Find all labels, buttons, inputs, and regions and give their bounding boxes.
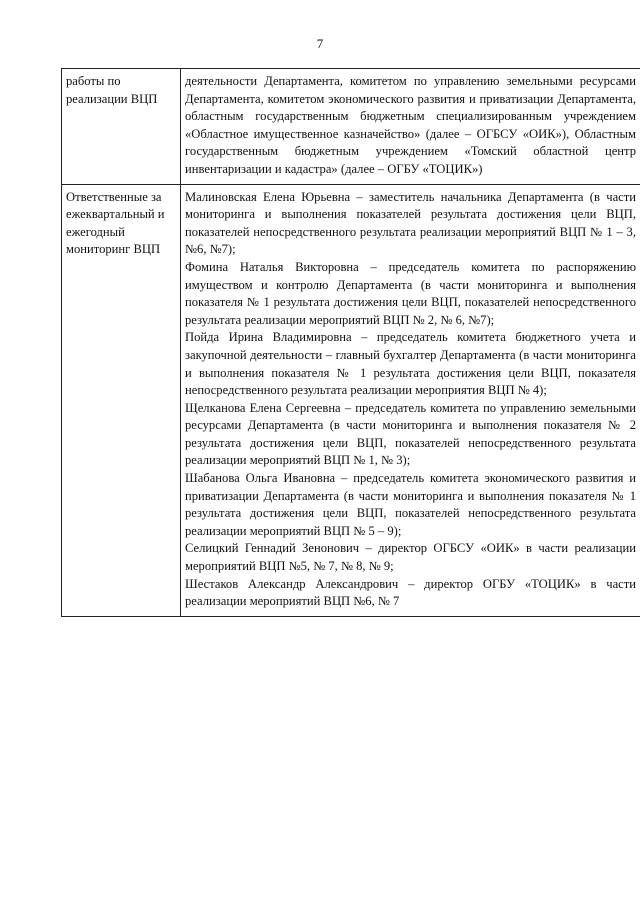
paragraph: Щелканова Елена Сергеевна – председатель комитета по управлению земельными ресурсами Департамента (в части мониторинга и выполнения показателя № 2 результата достижения цели ВЦП, показателей непосредственного результата реализации мероприятий ВЦП № 1, № 3); (185, 400, 636, 468)
paragraph: Фомина Наталья Викторовна – председатель комитета по распоряжению имуществом и контролю Департамента (в части мониторинга и выполнения показателя № 1 результата достижения цели ВЦП, показателей непосредственного результата реализации мероприятий ВЦП № 2, № 6, №7); (185, 259, 636, 327)
paragraph: Пойда Ирина Владимировна – председатель комитета бюджетного учета и закупочной деятельности – главный бухгалтер Департамента (в части мониторинга и выполнения показателя № 1 результата достижения цели ВЦП, показателя непосредственного результата реализации мероприятия ВЦП № 4); (185, 330, 636, 398)
paragraph: Шабанова Ольга Ивановна – председатель комитета экономического развития и приватизации Департамента (в части мониторинга и выполнения показателя № 1 результата достижения цели ВЦП, показателей непосредственного результата реализации мероприятий ВЦП № 5 – 9); (185, 471, 636, 538)
paragraph: Селицкий Геннадий Зенонович – директор ОГБСУ «ОИК» в части реализации мероприятий ВЦП №5, № 7, № 8, № 9; (185, 541, 636, 574)
paragraph: Шестаков Александр Александрович – директор ОГБУ «ТОЦИК» в части реализации мероприятий ВЦП №6, № 7 (185, 576, 636, 609)
paragraph: Малиновская Елена Юрьевна – заместитель начальника Департамента (в части мониторинга и выполнения показателей результата достижения цели ВЦП, показателей непосредственного результата реализации мероприятий ВЦП № 1 – 3, №6, №7); (185, 189, 636, 257)
row-label: работы по реализации ВЦП (62, 69, 181, 185)
table-row (62, 69, 640, 185)
page-number: 7 (316, 36, 324, 51)
row-content (181, 69, 640, 185)
table-row (62, 184, 640, 616)
program-table (61, 68, 640, 617)
paragraph: деятельности Департамента, комитетом по управлению земельными ресурсами Департамента, комитетом экономического развития и приватизации Департамента, областным государственным бюджетным специализированным учреждением «Областное имущественное казначейство» (далее – ОГБСУ «ОИК»), Областным государственным бюджетным учреждением «Томский областной центр инвентаризации и кадастра» (далее – ОГБУ «ТОЦИК») (185, 74, 636, 176)
row-content (181, 184, 640, 616)
row-label: Ответственные за ежеквартальный и ежегодный мониторинг ВЦП (62, 184, 181, 616)
